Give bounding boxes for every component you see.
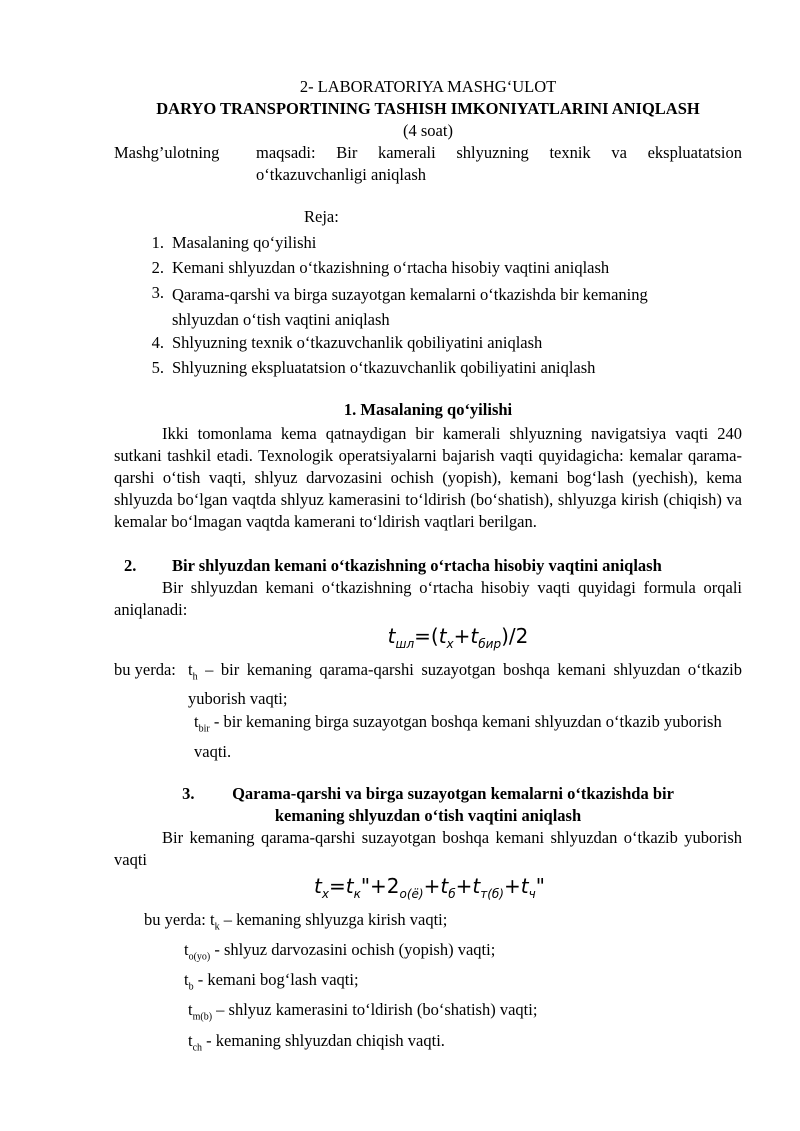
section2-paragraph: Bir shlyuzdan kemani o‘tkazishning o‘rtacha hisobiy vaqti quyidagi formula orqali aniqlanadi: bbox=[114, 578, 742, 619]
plan-item: 3. Qarama-qarshi va birga suzayotgan kemalarni o‘tkazishda bir kemaning shlyuzdan o‘tish vaqtini aniqlash bbox=[151, 283, 648, 329]
plan-item: 5. Shlyuzning ekspluatatsion o‘tkazuvchanlik qobiliyatini aniqlash bbox=[151, 358, 596, 377]
goal-line-2: o‘tkazuvchanligi aniqlash bbox=[256, 165, 426, 184]
section1-paragraph: Ikki tomonlama kema qatnaydigan bir kamerali shlyuzning navigatsiya vaqti 240 sutkani tashkil etadi. Texnologik operatsiyalarni bajarish vaqti quyidagicha: kemalar qarama-qarshi o‘tish vaqti, shlyuz darvozasini ochish (yopish), kemani bog‘lash (yechish), kema shlyuzda bo‘lgan vaqtda shlyuz kamerasini to‘ldirish (bo‘shatish), shlyuzga kirish (chiqish) va kemalar bo‘lmagan vaqtda kamerani to‘ldirish vaqtlari berilgan. bbox=[114, 424, 742, 531]
goal-text bbox=[256, 142, 742, 186]
definition-tch: $t_{ch}$ - kemaning shlyuzdan chiqish vaqti. bbox=[188, 1030, 445, 1054]
formula-t-x: $t_х=t_к"+2_{о(ё)}+t_б+t_{т(б)}+t_ч$" bbox=[314, 873, 545, 901]
section2-num: 2. bbox=[124, 556, 137, 575]
section3-num: 3. bbox=[182, 783, 195, 803]
section2-heading bbox=[114, 555, 742, 577]
section3-heading: 3. Qarama-qarshi va birga suzayotgan kemalarni o‘tkazishda bir kemaning shlyuzdan o‘tish vaqtini aniqlash bbox=[182, 783, 674, 825]
definition-th: bu yerda: $t_h$ – bir kemaning qarama-qarshi suzayotgan boshqa kemani shlyuzdan o‘tkazib yuborish vaqti; bbox=[114, 660, 742, 709]
plan-item: 2. Kemani shlyuzdan o‘tkazishning o‘rtacha hisobiy vaqtini aniqlash bbox=[151, 258, 610, 277]
plan-title: Reja: bbox=[304, 207, 339, 226]
main-title: DARYO TRANSPORTINING TASHISH IMKONIYATLARINI ANIQLASH bbox=[156, 99, 700, 118]
goal-line-1: maqsadi: Bir kamerali shlyuzning texnik va ekspluatatsion bbox=[256, 143, 742, 162]
hours: (4 soat) bbox=[403, 121, 453, 140]
section1-heading: 1. Masalaning qo‘yilishi bbox=[343, 400, 513, 419]
formula-t-shl: $t_{шл}=(t_х+t_{бир})/2$ bbox=[387, 624, 529, 651]
section3-paragraph: Bir kemaning qarama-qarshi suzayotgan boshqa kemani shlyuzdan o‘tkazib yuborish vaqti bbox=[114, 827, 742, 869]
plan-list bbox=[114, 232, 742, 379]
document-page bbox=[114, 76, 742, 1059]
section2-title: Bir shlyuzdan kemani o‘tkazishning o‘rtacha hisobiy vaqtini aniqlash bbox=[172, 556, 662, 575]
definition-to: $t_{o(yo)}$ - shlyuz darvozasini ochish (yopish) vaqti; bbox=[184, 939, 496, 963]
plan-item: 4. Shlyuzning texnik o‘tkazuvchanlik qobiliyatini aniqlash bbox=[151, 333, 543, 352]
definition-tk: bu yerda: $t_k$ – kemaning shlyuzga kirish vaqti; bbox=[144, 909, 448, 932]
definition-tb: $t_b$ - kemani bog‘lash vaqti; bbox=[184, 970, 359, 993]
definition-tbir: $t_{bir}$ - bir kemaning birga suzayotgan boshqa kemani shlyuzdan o‘tkazib yuborish vaqti. bbox=[194, 712, 722, 761]
goal-block bbox=[114, 142, 742, 186]
lab-title: 2- LABORATORIYA MASHG‘ULOT bbox=[299, 77, 557, 96]
definition-tm: $t_{m(b)}$ – shlyuz kamerasini to‘ldirish (bo‘shatish) vaqti; bbox=[188, 1000, 538, 1023]
plan-item: 1. Masalaning qo‘yilishi bbox=[151, 233, 317, 252]
goal-label: Mashg’ulotning bbox=[114, 143, 220, 162]
